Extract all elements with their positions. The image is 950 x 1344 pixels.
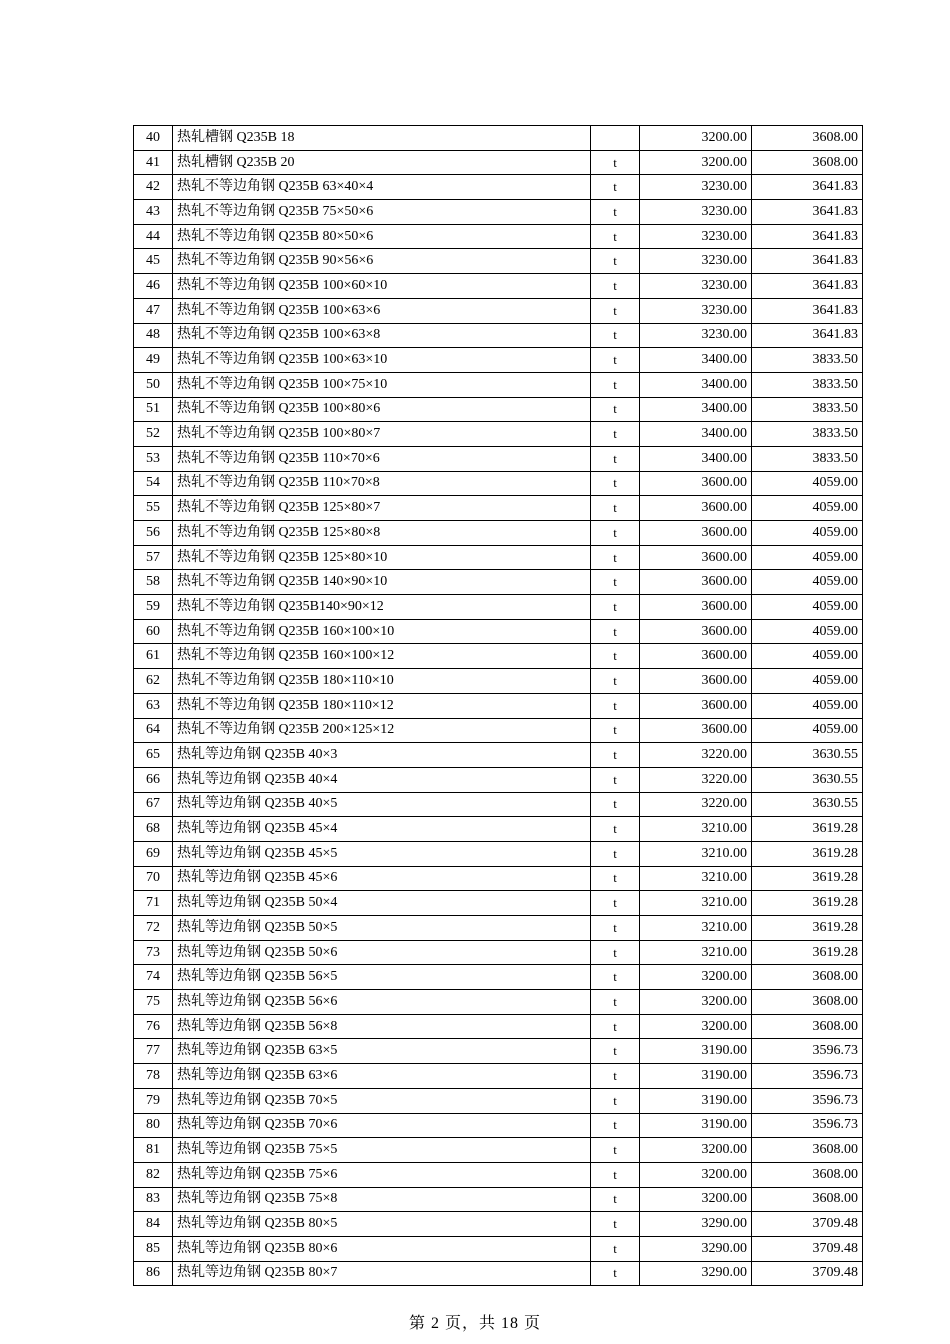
- table-row: [134, 1039, 863, 1064]
- row-number-cell: 58: [134, 570, 173, 595]
- table-row: [134, 175, 863, 200]
- unit-cell: t: [591, 965, 640, 990]
- table-row: [134, 940, 863, 965]
- item-name-cell: 热轧不等边角钢 Q235B 100×80×7: [173, 422, 591, 447]
- item-name-cell: 热轧不等边角钢 Q235B140×90×12: [173, 595, 591, 620]
- item-name-cell: 热轧等边角钢 Q235B 56×6: [173, 990, 591, 1015]
- row-number-cell: 80: [134, 1113, 173, 1138]
- unit-cell: t: [591, 372, 640, 397]
- price-incl-tax-cell: 3608.00: [752, 126, 863, 151]
- price-incl-tax-cell: 4059.00: [752, 471, 863, 496]
- table-row: [134, 224, 863, 249]
- price-incl-tax-cell: 3641.83: [752, 274, 863, 299]
- price-excl-tax-cell: 3190.00: [640, 1039, 752, 1064]
- table-row: [134, 1187, 863, 1212]
- item-name-cell: 热轧不等边角钢 Q235B 75×50×6: [173, 200, 591, 225]
- item-name-cell: 热轧等边角钢 Q235B 45×5: [173, 841, 591, 866]
- price-incl-tax-cell: 3641.83: [752, 224, 863, 249]
- unit-cell: t: [591, 224, 640, 249]
- item-name-cell: 热轧不等边角钢 Q235B 100×75×10: [173, 372, 591, 397]
- price-excl-tax-cell: 3210.00: [640, 916, 752, 941]
- page-footer: 第 2 页，共 18 页: [408, 1315, 541, 1332]
- row-number-cell: 47: [134, 298, 173, 323]
- price-incl-tax-cell: 3608.00: [752, 1138, 863, 1163]
- table-row: [134, 397, 863, 422]
- unit-cell: t: [591, 545, 640, 570]
- item-name-cell: 热轧等边角钢 Q235B 63×6: [173, 1064, 591, 1089]
- table-row: [134, 1138, 863, 1163]
- item-name-cell: 热轧不等边角钢 Q235B 100×63×8: [173, 323, 591, 348]
- unit-cell: t: [591, 446, 640, 471]
- table-row: [134, 323, 863, 348]
- row-number-cell: 77: [134, 1039, 173, 1064]
- row-number-cell: 70: [134, 866, 173, 891]
- row-number-cell: 42: [134, 175, 173, 200]
- table-row: [134, 1212, 863, 1237]
- row-number-cell: 54: [134, 471, 173, 496]
- price-excl-tax-cell: 3210.00: [640, 841, 752, 866]
- table-row: [134, 446, 863, 471]
- item-name-cell: 热轧不等边角钢 Q235B 110×70×8: [173, 471, 591, 496]
- price-excl-tax-cell: 3210.00: [640, 940, 752, 965]
- price-incl-tax-cell: 3833.50: [752, 422, 863, 447]
- item-name-cell: 热轧等边角钢 Q235B 50×6: [173, 940, 591, 965]
- item-name-cell: 热轧不等边角钢 Q235B 125×80×7: [173, 496, 591, 521]
- price-excl-tax-cell: 3230.00: [640, 224, 752, 249]
- unit-cell: t: [591, 150, 640, 175]
- price-excl-tax-cell: 3200.00: [640, 150, 752, 175]
- price-incl-tax-cell: 3619.28: [752, 817, 863, 842]
- item-name-cell: 热轧等边角钢 Q235B 40×5: [173, 792, 591, 817]
- price-incl-tax-cell: 4059.00: [752, 693, 863, 718]
- row-number-cell: 49: [134, 348, 173, 373]
- price-excl-tax-cell: 3400.00: [640, 446, 752, 471]
- row-number-cell: 74: [134, 965, 173, 990]
- row-number-cell: 82: [134, 1162, 173, 1187]
- row-number-cell: 84: [134, 1212, 173, 1237]
- table-row: [134, 669, 863, 694]
- price-excl-tax-cell: 3200.00: [640, 1138, 752, 1163]
- item-name-cell: 热轧不等边角钢 Q235B 200×125×12: [173, 718, 591, 743]
- price-excl-tax-cell: 3400.00: [640, 348, 752, 373]
- price-incl-tax-cell: 3596.73: [752, 1064, 863, 1089]
- unit-cell: t: [591, 249, 640, 274]
- price-incl-tax-cell: 3596.73: [752, 1113, 863, 1138]
- row-number-cell: 86: [134, 1261, 173, 1286]
- table-row: [134, 595, 863, 620]
- table-row: [134, 126, 863, 151]
- unit-cell: t: [591, 916, 640, 941]
- table-row: [134, 274, 863, 299]
- row-number-cell: 50: [134, 372, 173, 397]
- price-excl-tax-cell: 3600.00: [640, 570, 752, 595]
- price-incl-tax-cell: 3641.83: [752, 175, 863, 200]
- price-incl-tax-cell: 3619.28: [752, 866, 863, 891]
- item-name-cell: 热轧等边角钢 Q235B 80×5: [173, 1212, 591, 1237]
- unit-cell: t: [591, 866, 640, 891]
- table-row: [134, 1064, 863, 1089]
- item-name-cell: 热轧不等边角钢 Q235B 140×90×10: [173, 570, 591, 595]
- price-excl-tax-cell: 3600.00: [640, 669, 752, 694]
- row-number-cell: 72: [134, 916, 173, 941]
- price-incl-tax-cell: 4059.00: [752, 496, 863, 521]
- price-table: [133, 125, 863, 1286]
- price-excl-tax-cell: 3600.00: [640, 693, 752, 718]
- unit-cell: t: [591, 1138, 640, 1163]
- price-incl-tax-cell: 3833.50: [752, 446, 863, 471]
- item-name-cell: 热轧不等边角钢 Q235B 180×110×12: [173, 693, 591, 718]
- table-body: [134, 126, 863, 1286]
- row-number-cell: 48: [134, 323, 173, 348]
- row-number-cell: 71: [134, 891, 173, 916]
- item-name-cell: 热轧不等边角钢 Q235B 100×63×10: [173, 348, 591, 373]
- row-number-cell: 83: [134, 1187, 173, 1212]
- item-name-cell: 热轧不等边角钢 Q235B 100×80×6: [173, 397, 591, 422]
- price-incl-tax-cell: 3709.48: [752, 1236, 863, 1261]
- price-incl-tax-cell: 3630.55: [752, 792, 863, 817]
- unit-cell: t: [591, 496, 640, 521]
- unit-cell: t: [591, 397, 640, 422]
- row-number-cell: 67: [134, 792, 173, 817]
- row-number-cell: 45: [134, 249, 173, 274]
- unit-cell: [591, 126, 640, 151]
- item-name-cell: 热轧等边角钢 Q235B 45×6: [173, 866, 591, 891]
- price-excl-tax-cell: 3220.00: [640, 792, 752, 817]
- row-number-cell: 63: [134, 693, 173, 718]
- table-row: [134, 817, 863, 842]
- table-row: [134, 718, 863, 743]
- unit-cell: t: [591, 175, 640, 200]
- table-row: [134, 619, 863, 644]
- price-incl-tax-cell: 3833.50: [752, 348, 863, 373]
- price-excl-tax-cell: 3210.00: [640, 866, 752, 891]
- item-name-cell: 热轧等边角钢 Q235B 75×5: [173, 1138, 591, 1163]
- row-number-cell: 56: [134, 521, 173, 546]
- price-excl-tax-cell: 3190.00: [640, 1113, 752, 1138]
- unit-cell: t: [591, 693, 640, 718]
- price-incl-tax-cell: 3709.48: [752, 1212, 863, 1237]
- table-row: [134, 249, 863, 274]
- unit-cell: t: [591, 1236, 640, 1261]
- price-excl-tax-cell: 3200.00: [640, 126, 752, 151]
- row-number-cell: 69: [134, 841, 173, 866]
- price-excl-tax-cell: 3200.00: [640, 1162, 752, 1187]
- row-number-cell: 46: [134, 274, 173, 299]
- price-excl-tax-cell: 3400.00: [640, 397, 752, 422]
- row-number-cell: 40: [134, 126, 173, 151]
- item-name-cell: 热轧不等边角钢 Q235B 125×80×8: [173, 521, 591, 546]
- unit-cell: t: [591, 990, 640, 1015]
- table-row: [134, 916, 863, 941]
- row-number-cell: 41: [134, 150, 173, 175]
- price-incl-tax-cell: 3641.83: [752, 323, 863, 348]
- unit-cell: t: [591, 940, 640, 965]
- price-incl-tax-cell: 4059.00: [752, 545, 863, 570]
- unit-cell: t: [591, 422, 640, 447]
- row-number-cell: 57: [134, 545, 173, 570]
- row-number-cell: 44: [134, 224, 173, 249]
- price-excl-tax-cell: 3600.00: [640, 521, 752, 546]
- table-row: [134, 792, 863, 817]
- item-name-cell: 热轧等边角钢 Q235B 75×6: [173, 1162, 591, 1187]
- item-name-cell: 热轧不等边角钢 Q235B 100×63×6: [173, 298, 591, 323]
- item-name-cell: 热轧等边角钢 Q235B 63×5: [173, 1039, 591, 1064]
- price-incl-tax-cell: 3619.28: [752, 891, 863, 916]
- price-excl-tax-cell: 3190.00: [640, 1088, 752, 1113]
- row-number-cell: 85: [134, 1236, 173, 1261]
- price-excl-tax-cell: 3220.00: [640, 767, 752, 792]
- item-name-cell: 热轧等边角钢 Q235B 40×3: [173, 743, 591, 768]
- unit-cell: t: [591, 718, 640, 743]
- table-row: [134, 1014, 863, 1039]
- price-excl-tax-cell: 3600.00: [640, 545, 752, 570]
- table-row: [134, 200, 863, 225]
- item-name-cell: 热轧等边角钢 Q235B 56×8: [173, 1014, 591, 1039]
- price-excl-tax-cell: 3210.00: [640, 817, 752, 842]
- unit-cell: t: [591, 570, 640, 595]
- unit-cell: t: [591, 891, 640, 916]
- table-row: [134, 1261, 863, 1286]
- unit-cell: t: [591, 1187, 640, 1212]
- unit-cell: t: [591, 669, 640, 694]
- price-incl-tax-cell: 4059.00: [752, 644, 863, 669]
- price-excl-tax-cell: 3290.00: [640, 1236, 752, 1261]
- price-incl-tax-cell: 4059.00: [752, 521, 863, 546]
- price-excl-tax-cell: 3200.00: [640, 965, 752, 990]
- price-excl-tax-cell: 3210.00: [640, 891, 752, 916]
- price-excl-tax-cell: 3230.00: [640, 323, 752, 348]
- price-incl-tax-cell: 4059.00: [752, 669, 863, 694]
- price-incl-tax-cell: 3630.55: [752, 767, 863, 792]
- unit-cell: t: [591, 1212, 640, 1237]
- price-incl-tax-cell: 3641.83: [752, 249, 863, 274]
- price-excl-tax-cell: 3220.00: [640, 743, 752, 768]
- unit-cell: t: [591, 817, 640, 842]
- row-number-cell: 68: [134, 817, 173, 842]
- row-number-cell: 75: [134, 990, 173, 1015]
- item-name-cell: 热轧槽钢 Q235B 20: [173, 150, 591, 175]
- price-excl-tax-cell: 3200.00: [640, 990, 752, 1015]
- row-number-cell: 43: [134, 200, 173, 225]
- item-name-cell: 热轧等边角钢 Q235B 45×4: [173, 817, 591, 842]
- unit-cell: t: [591, 471, 640, 496]
- row-number-cell: 51: [134, 397, 173, 422]
- price-excl-tax-cell: 3230.00: [640, 249, 752, 274]
- unit-cell: t: [591, 274, 640, 299]
- table-row: [134, 841, 863, 866]
- unit-cell: t: [591, 743, 640, 768]
- row-number-cell: 62: [134, 669, 173, 694]
- item-name-cell: 热轧槽钢 Q235B 18: [173, 126, 591, 151]
- item-name-cell: 热轧不等边角钢 Q235B 180×110×10: [173, 669, 591, 694]
- unit-cell: t: [591, 595, 640, 620]
- table-row: [134, 1113, 863, 1138]
- table-row: [134, 1162, 863, 1187]
- price-excl-tax-cell: 3230.00: [640, 298, 752, 323]
- price-excl-tax-cell: 3190.00: [640, 1064, 752, 1089]
- table-row: [134, 767, 863, 792]
- unit-cell: t: [591, 323, 640, 348]
- table-row: [134, 891, 863, 916]
- price-excl-tax-cell: 3400.00: [640, 422, 752, 447]
- item-name-cell: 热轧不等边角钢 Q235B 160×100×12: [173, 644, 591, 669]
- row-number-cell: 66: [134, 767, 173, 792]
- row-number-cell: 52: [134, 422, 173, 447]
- price-incl-tax-cell: 3608.00: [752, 1187, 863, 1212]
- unit-cell: t: [591, 200, 640, 225]
- price-excl-tax-cell: 3230.00: [640, 200, 752, 225]
- price-excl-tax-cell: 3600.00: [640, 718, 752, 743]
- item-name-cell: 热轧不等边角钢 Q235B 110×70×6: [173, 446, 591, 471]
- item-name-cell: 热轧等边角钢 Q235B 75×8: [173, 1187, 591, 1212]
- unit-cell: t: [591, 767, 640, 792]
- price-incl-tax-cell: 3596.73: [752, 1088, 863, 1113]
- row-number-cell: 64: [134, 718, 173, 743]
- row-number-cell: 81: [134, 1138, 173, 1163]
- unit-cell: t: [591, 841, 640, 866]
- item-name-cell: 热轧等边角钢 Q235B 40×4: [173, 767, 591, 792]
- unit-cell: t: [591, 1162, 640, 1187]
- table-row: [134, 570, 863, 595]
- price-incl-tax-cell: 4059.00: [752, 619, 863, 644]
- unit-cell: t: [591, 1113, 640, 1138]
- unit-cell: t: [591, 1014, 640, 1039]
- price-incl-tax-cell: 4059.00: [752, 595, 863, 620]
- item-name-cell: 热轧等边角钢 Q235B 80×7: [173, 1261, 591, 1286]
- table-row: [134, 693, 863, 718]
- row-number-cell: 79: [134, 1088, 173, 1113]
- row-number-cell: 61: [134, 644, 173, 669]
- item-name-cell: 热轧等边角钢 Q235B 50×5: [173, 916, 591, 941]
- price-incl-tax-cell: 3608.00: [752, 1014, 863, 1039]
- item-name-cell: 热轧等边角钢 Q235B 70×6: [173, 1113, 591, 1138]
- table-row: [134, 496, 863, 521]
- unit-cell: t: [591, 619, 640, 644]
- price-incl-tax-cell: 3619.28: [752, 916, 863, 941]
- unit-cell: t: [591, 1088, 640, 1113]
- price-excl-tax-cell: 3230.00: [640, 274, 752, 299]
- price-excl-tax-cell: 3600.00: [640, 595, 752, 620]
- unit-cell: t: [591, 348, 640, 373]
- table-row: [134, 521, 863, 546]
- table-row: [134, 866, 863, 891]
- table-row: [134, 1088, 863, 1113]
- price-incl-tax-cell: 3608.00: [752, 965, 863, 990]
- table-row: [134, 644, 863, 669]
- row-number-cell: 55: [134, 496, 173, 521]
- unit-cell: t: [591, 298, 640, 323]
- table-row: [134, 150, 863, 175]
- price-incl-tax-cell: 3641.83: [752, 298, 863, 323]
- unit-cell: t: [591, 1261, 640, 1286]
- price-excl-tax-cell: 3290.00: [640, 1261, 752, 1286]
- unit-cell: t: [591, 1039, 640, 1064]
- price-incl-tax-cell: 3596.73: [752, 1039, 863, 1064]
- price-incl-tax-cell: 3608.00: [752, 1162, 863, 1187]
- row-number-cell: 65: [134, 743, 173, 768]
- row-number-cell: 73: [134, 940, 173, 965]
- item-name-cell: 热轧不等边角钢 Q235B 63×40×4: [173, 175, 591, 200]
- item-name-cell: 热轧等边角钢 Q235B 80×6: [173, 1236, 591, 1261]
- table-row: [134, 990, 863, 1015]
- price-excl-tax-cell: 3400.00: [640, 372, 752, 397]
- table-row: [134, 545, 863, 570]
- row-number-cell: 53: [134, 446, 173, 471]
- price-incl-tax-cell: 3619.28: [752, 841, 863, 866]
- price-incl-tax-cell: 3641.83: [752, 200, 863, 225]
- table-row: [134, 471, 863, 496]
- price-excl-tax-cell: 3230.00: [640, 175, 752, 200]
- price-excl-tax-cell: 3600.00: [640, 471, 752, 496]
- price-excl-tax-cell: 3200.00: [640, 1187, 752, 1212]
- item-name-cell: 热轧等边角钢 Q235B 50×4: [173, 891, 591, 916]
- item-name-cell: 热轧不等边角钢 Q235B 90×56×6: [173, 249, 591, 274]
- item-name-cell: 热轧不等边角钢 Q235B 160×100×10: [173, 619, 591, 644]
- row-number-cell: 76: [134, 1014, 173, 1039]
- unit-cell: t: [591, 792, 640, 817]
- table-row: [134, 348, 863, 373]
- price-excl-tax-cell: 3290.00: [640, 1212, 752, 1237]
- price-incl-tax-cell: 3709.48: [752, 1261, 863, 1286]
- price-incl-tax-cell: 4059.00: [752, 718, 863, 743]
- item-name-cell: 热轧不等边角钢 Q235B 100×60×10: [173, 274, 591, 299]
- price-excl-tax-cell: 3200.00: [640, 1014, 752, 1039]
- table-row: [134, 743, 863, 768]
- item-name-cell: 热轧不等边角钢 Q235B 125×80×10: [173, 545, 591, 570]
- unit-cell: t: [591, 521, 640, 546]
- table-row: [134, 372, 863, 397]
- price-incl-tax-cell: 4059.00: [752, 570, 863, 595]
- price-incl-tax-cell: 3608.00: [752, 990, 863, 1015]
- row-number-cell: 59: [134, 595, 173, 620]
- price-excl-tax-cell: 3600.00: [640, 619, 752, 644]
- table-row: [134, 1236, 863, 1261]
- row-number-cell: 60: [134, 619, 173, 644]
- price-incl-tax-cell: 3608.00: [752, 150, 863, 175]
- table-row: [134, 422, 863, 447]
- table-row: [134, 965, 863, 990]
- item-name-cell: 热轧等边角钢 Q235B 70×5: [173, 1088, 591, 1113]
- price-excl-tax-cell: 3600.00: [640, 496, 752, 521]
- row-number-cell: 78: [134, 1064, 173, 1089]
- price-incl-tax-cell: 3630.55: [752, 743, 863, 768]
- item-name-cell: 热轧等边角钢 Q235B 56×5: [173, 965, 591, 990]
- unit-cell: t: [591, 1064, 640, 1089]
- price-incl-tax-cell: 3833.50: [752, 372, 863, 397]
- unit-cell: t: [591, 644, 640, 669]
- price-excl-tax-cell: 3600.00: [640, 644, 752, 669]
- item-name-cell: 热轧不等边角钢 Q235B 80×50×6: [173, 224, 591, 249]
- price-incl-tax-cell: 3619.28: [752, 940, 863, 965]
- table-row: [134, 298, 863, 323]
- price-incl-tax-cell: 3833.50: [752, 397, 863, 422]
